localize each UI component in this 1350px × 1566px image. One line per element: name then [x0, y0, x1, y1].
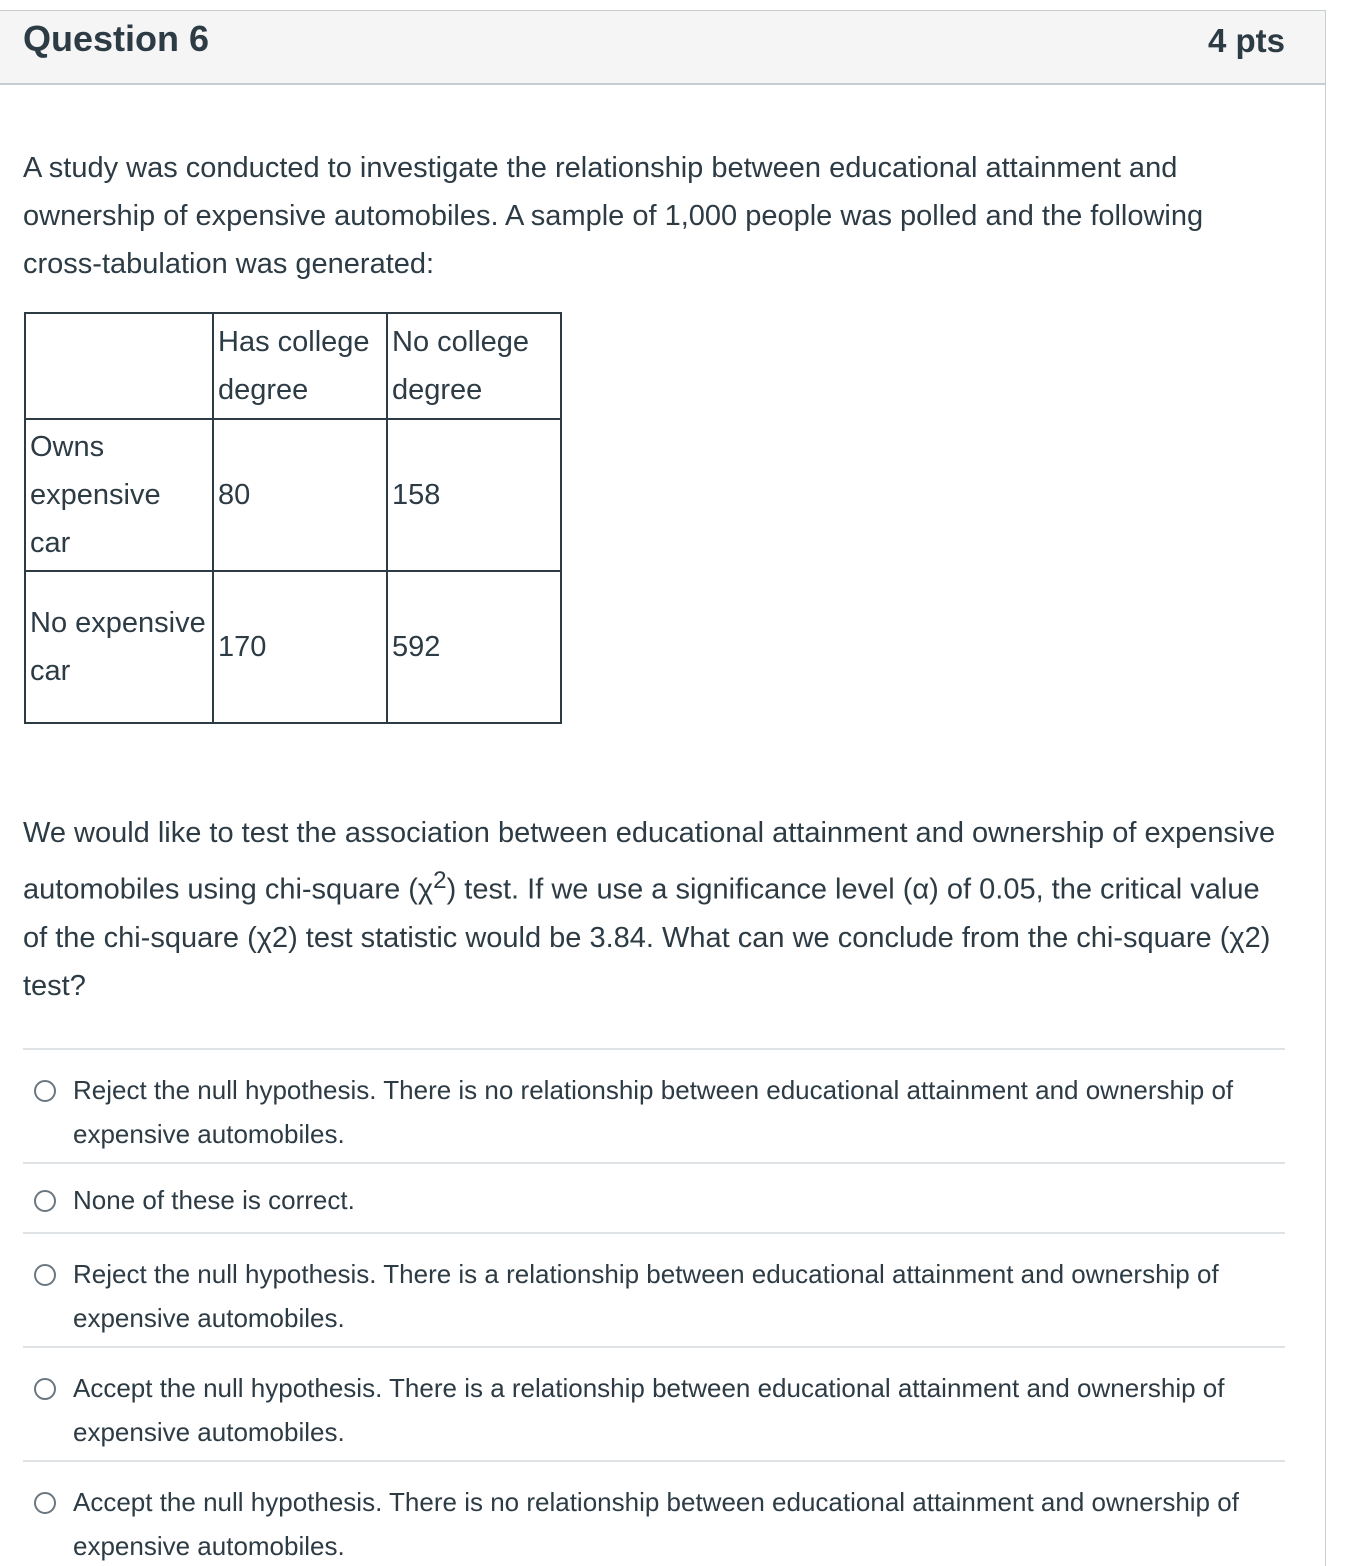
answer-label[interactable]: Accept the null hypothesis. There is no relationship between educational attainment and ownership of expensive automobiles.	[73, 1487, 1239, 1561]
radio-button[interactable]	[34, 1190, 56, 1212]
answer-option[interactable]	[23, 1234, 1285, 1348]
answer-label[interactable]: Reject the null hypothesis. There is no relationship between educational attainment and ownership of expensive automobiles.	[73, 1075, 1234, 1149]
question-points: 4 pts	[1207, 22, 1285, 59]
answer-label[interactable]: Reject the null hypothesis. There is a relationship between educational attainment and ownership of expensive automobiles.	[73, 1259, 1219, 1333]
table-row-label: Owns expensive car	[25, 419, 213, 571]
question-container	[0, 10, 1326, 1566]
table-header-cell: Has college degree	[213, 313, 387, 419]
answer-option[interactable]	[23, 1050, 1285, 1164]
table-cell: 158	[387, 419, 561, 571]
answer-label[interactable]: None of these is correct.	[73, 1185, 355, 1215]
radio-button[interactable]	[34, 1492, 56, 1514]
radio-button[interactable]	[34, 1264, 56, 1286]
radio-button[interactable]	[34, 1378, 56, 1400]
table-row	[25, 571, 561, 723]
table-cell: 80	[213, 419, 387, 571]
prompt-superscript: 2	[433, 867, 447, 894]
table-cell: 170	[213, 571, 387, 723]
answer-option[interactable]	[23, 1462, 1285, 1566]
question-header	[0, 11, 1325, 85]
table-header-cell	[25, 313, 213, 419]
table-header-cell: No college degree	[387, 313, 561, 419]
question-prompt	[23, 809, 1285, 1010]
question-title: Question 6	[23, 18, 210, 59]
table-cell: 592	[387, 571, 561, 723]
answer-label[interactable]: Accept the null hypothesis. There is a relationship between educational attainment and ownership of expensive automobiles.	[73, 1373, 1225, 1447]
table-row	[25, 419, 561, 571]
prompt-text-part2: ) test. If we use a significance level (α) of 0.05, the critical value of the chi-square (χ2) test statistic would be 3.84. What can we conclude from the chi-square (χ2) test?	[23, 873, 1271, 1002]
answer-list	[23, 1048, 1285, 1566]
table-header-row	[25, 313, 561, 419]
answer-option[interactable]	[23, 1348, 1285, 1462]
cross-tabulation-table	[24, 312, 562, 724]
question-intro: A study was conducted to investigate the relationship between educational attainment and ownership of expensive automobiles. A sample of 1,000 people was polled and the following cross-tabulation was generated:	[23, 152, 1204, 280]
answer-option[interactable]	[23, 1164, 1285, 1234]
table-row-label: No expensive car	[25, 571, 213, 723]
radio-button[interactable]	[34, 1080, 56, 1102]
prompt-text-part1: We would like to test the association between educational attainment and ownership of expensive automobiles using chi-square (χ	[23, 817, 1276, 906]
